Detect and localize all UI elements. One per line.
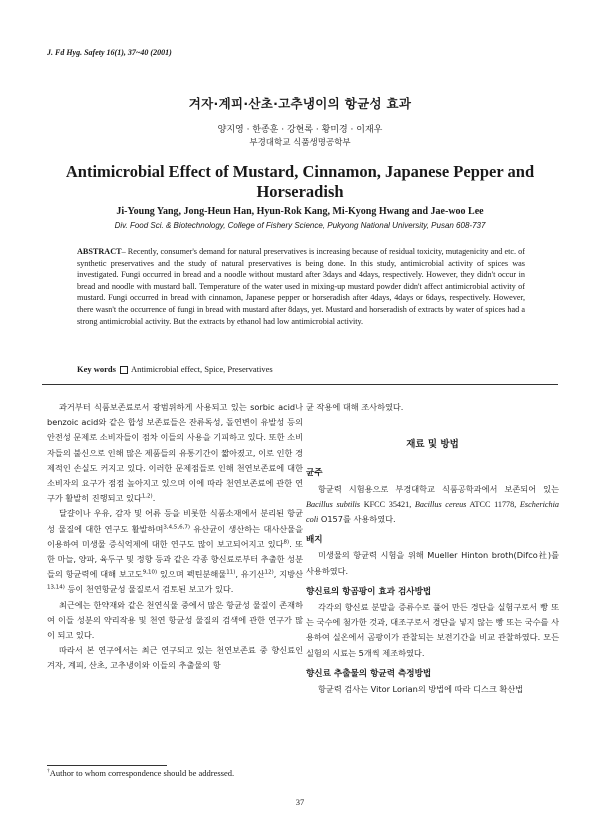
citation: 8) bbox=[283, 539, 290, 546]
intro-paragraph-2: 달걀이나 우유, 감자 및 어류 등을 비롯한 식품소재에서 분리된 항균성 물질에 대한 연구도 활발하며$^{3,4,5,6,7)}$ 유산균이 생산하는 대사산물을 이용하여 미생물 증식억제에 대한 연구도 많이 보고되어지고 있다$^{8)}$. 또한 마늘, 양파, 육두구 및 정향 등과 같은 각종 향신료로부터 추출한 성분들의 항균력에 대해 보고도$^{9,10)}$ 있으며 펙틴분해물$^{11)}$, 유기산$^{12)}$, 지방산$^{13,14)}$ 등이 천연항균성 물질로서 검토된 보고가 있다. bbox=[47, 508, 303, 595]
keywords-text: Antimicrobial effect, Spice, Preservatives bbox=[130, 364, 273, 374]
citation: 9,10) bbox=[142, 569, 158, 576]
subheading-extract-method: 향신료 추출물의 항균력 측정방법 bbox=[306, 668, 432, 679]
citation: 13,14) bbox=[47, 584, 65, 591]
abstract-text: – Recently, consumer's demand for natural preservatives is increasing because of residual toxicity, mutagenicity and etc. of synthetic preservatives and the study of natural preservatives is being done. In this study, antimicrobial activity of spices was investigated. Fungi occurred in bread and a noodle without mustard after 3days and 4days, respectively. However, they didn't occur in bread and noodle with mustard ball. Temperature of the water used in mixing-up mustard powder didn't affect antimicrobial activity of mustard. Fungi occurred in bread with cinnamon, Japanese pepper or horseradish after 4days, 4days or 6days, respectively. However, there wasn't the occurrence of fungi in bread with mustard after 8days, yet. Mustard and horseradish of extracts by water of spices had a strong antimicrobial activity. But the extracts by ethanol had low antimicrobial activity. bbox=[77, 247, 525, 326]
species-name: Escherichia coli bbox=[306, 499, 560, 525]
citation: 12) bbox=[264, 569, 274, 576]
intro-paragraph-1: 과거부터 식품보존료로서 광범위하게 사용되고 있는 sorbic acid나 benzoic acid와 같은 합성 보존료들은 잔류독성, 돌연변이 유발성 등의 안전성 문제로 소비자들이 점차 이들의 사용을 기피하고 있다. 또한 소비자들의 불신으로 인해 많은 제품들의 유통기간이 짧아졌고, 이로 인한 경제적인 손실도 커지고 있다. 이러한 문제점들로 인해 천연보존료에 대한 소비자의 요구가 점점 높아지고 있으며 이에 따라 천연보존료에 관한 연구가 활발히 진행되고 있다$^{1,2)}$. bbox=[47, 402, 303, 504]
citation: 1,2) bbox=[141, 493, 153, 500]
subheading-strain: 균주 bbox=[306, 468, 323, 479]
section-heading-methods: 재료 및 방법 bbox=[406, 439, 459, 451]
footnote-text: Author to whom correspondence should be addressed. bbox=[49, 768, 235, 778]
english-authors: Ji-Young Yang, Jong-Heun Han, Hyun-Rok Kang, Mi-Kyong Hwang and Jae-woo Lee bbox=[116, 206, 484, 217]
abstract bbox=[77, 246, 525, 327]
keyword-box-icon bbox=[120, 366, 128, 374]
footnote bbox=[47, 768, 234, 778]
extract-method-paragraph: 항균력 검사는 Vitor Lorian의 방법에 따라 디스크 확산법 bbox=[318, 684, 524, 695]
footnote-divider bbox=[47, 765, 167, 766]
footnote-mark: † bbox=[47, 768, 50, 775]
subheading-spice-method: 향신료의 항곰팡이 효과 검사방법 bbox=[306, 586, 432, 597]
abstract-label: ABSTRACT bbox=[77, 247, 122, 256]
divider bbox=[42, 384, 558, 385]
right-column bbox=[306, 400, 559, 697]
strain-paragraph: 항균력 시험용으로 부경대학교 식품공학과에서 보존되어 있는 Bacillus subtilis KFCC 35421, Bacillus cereus ATCC 11778, Escherichia coli O157를 사용하였다. bbox=[306, 483, 560, 525]
english-affiliation: Div. Food Sci. & Biotechnology, College of Fishery Science, Pukyong National University, Pusan 608-737 bbox=[114, 221, 486, 230]
keywords-label: Key words bbox=[77, 364, 116, 374]
subheading-medium: 배지 bbox=[306, 535, 323, 546]
intro-continuation: 균 작용에 대해 조사하였다. bbox=[306, 402, 404, 412]
page-number: 37 bbox=[295, 797, 305, 807]
species-name: Bacillus subtilis bbox=[306, 499, 361, 509]
medium-paragraph: 미생물의 항균력 시험을 위해 Mueller Hinton broth(Difco社)를 사용하였다. bbox=[306, 550, 559, 576]
species-name: Bacillus cereus bbox=[414, 499, 467, 509]
korean-authors: 양지영 · 한종훈 · 강현록 · 황미경 · 이재우 bbox=[217, 125, 383, 135]
citation: 11) bbox=[226, 569, 236, 576]
korean-affiliation: 부경대학교 식품생명공학부 bbox=[249, 138, 351, 148]
intro-paragraph-4: 따라서 본 연구에서는 최근 연구되고 있는 천연보존료 중 향신료인 겨자, 계피, 산초, 고추냉이와 이들의 추출물의 항 bbox=[47, 645, 303, 671]
english-title: Antimicrobial Effect of Mustard, Cinnamon, Japanese Pepper and Horseradish bbox=[65, 162, 535, 201]
keywords bbox=[77, 364, 273, 374]
left-column bbox=[47, 400, 303, 674]
intro-paragraph-3: 최근에는 한약재와 같은 천연식물 중에서 많은 항균성 물질이 존재하여 이들 성분의 약리작용 및 천연 항균성 물질의 검색에 관한 연구가 많이 되고 있다. bbox=[47, 599, 303, 641]
spice-method-paragraph: 각각의 향신료 분말을 증류수로 풀어 만든 경단을 실험구로서 빵 또는 국수에 첨가한 것과, 대조구로서 경단을 넣지 않는 빵 또는 국수를 사용하여 실온에서 곰팡이가 관찰되는 보전기간을 비교 관찰하였다. 모든 실험의 시료는 5개씩 제조하였다. bbox=[306, 602, 559, 658]
korean-title: 겨자·계피·산초·고추냉이의 항균성 효과 bbox=[188, 96, 412, 111]
journal-header: J. Fd Hyg. Safety 16(1), 37~40 (2001) bbox=[47, 48, 172, 57]
citation: 3,4,5,6,7) bbox=[163, 523, 191, 530]
